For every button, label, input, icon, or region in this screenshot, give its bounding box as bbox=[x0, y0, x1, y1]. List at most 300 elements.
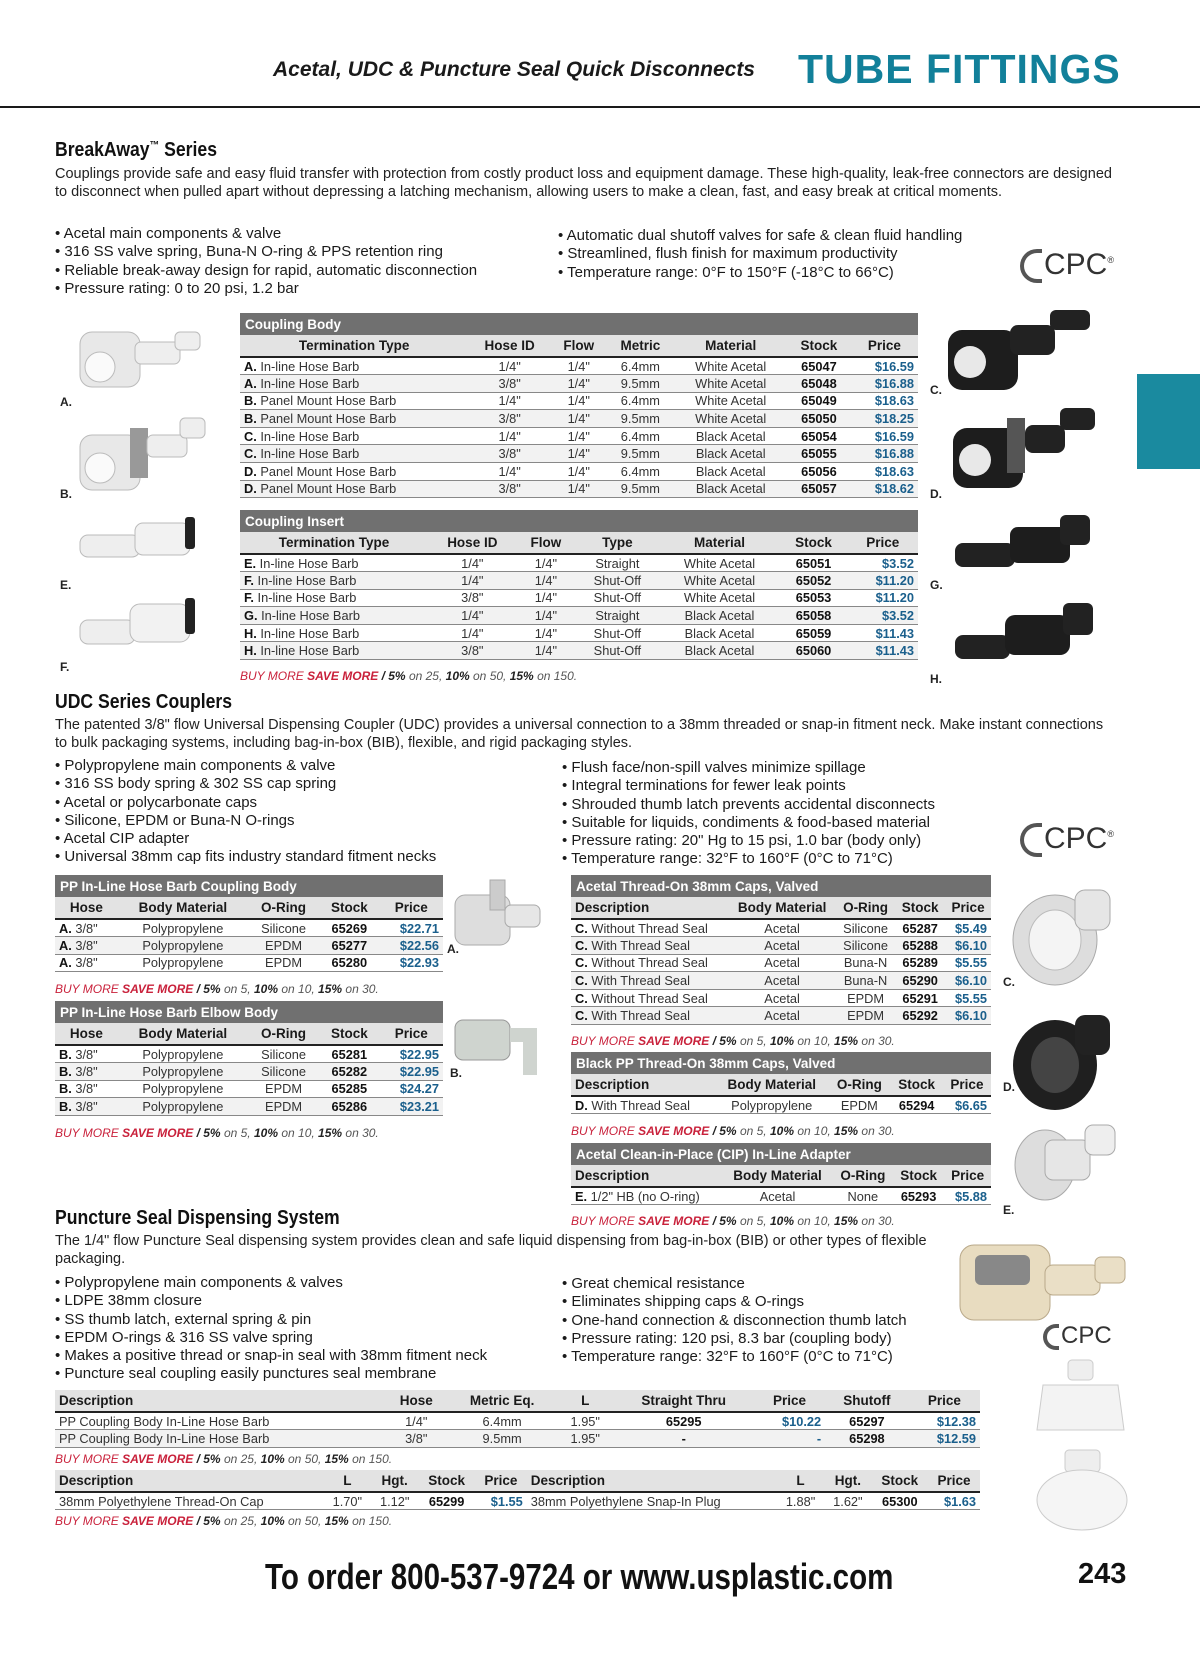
discount-2: 10% bbox=[445, 669, 470, 683]
discount-1: / 5% bbox=[196, 1514, 221, 1528]
bullet-item: • Streamlined, flush finish for maximum productivity bbox=[558, 245, 962, 263]
row-letter: H. bbox=[244, 625, 261, 641]
cip-adapter-table bbox=[571, 1143, 991, 1205]
row-letter: E. bbox=[244, 555, 260, 571]
table-cell: 65286 bbox=[319, 1098, 379, 1116]
table-cell: White Acetal bbox=[659, 572, 779, 590]
table-cell: $16.88 bbox=[851, 445, 918, 463]
discount-2-qty: on 10, bbox=[794, 1034, 835, 1048]
row-label bbox=[240, 642, 428, 660]
table-cell: 1/4" bbox=[551, 392, 606, 410]
bullet-item: • Universal 38mm cap fits industry standard fitment necks bbox=[55, 848, 436, 866]
bullet-item: • Polypropylene main components & valves bbox=[55, 1274, 487, 1292]
table-cell: 1/4" bbox=[551, 357, 606, 375]
table-cell: 1/4" bbox=[517, 572, 576, 590]
table-cell: $10.22 bbox=[754, 1412, 825, 1430]
table-caption: PP In-Line Hose Barb Coupling Body bbox=[55, 875, 443, 897]
table-cell: 3/8" bbox=[428, 642, 516, 660]
table-cell: 1/4" bbox=[468, 463, 551, 481]
row-label bbox=[571, 1007, 728, 1025]
table-cell: $5.55 bbox=[945, 989, 991, 1007]
buy-more-puncture-cap bbox=[55, 1514, 392, 1528]
column-header: Description bbox=[571, 1074, 715, 1096]
table-row bbox=[240, 463, 918, 481]
buy-more-breakaway bbox=[240, 669, 577, 683]
table-cell: 3/8" bbox=[428, 589, 516, 607]
table-cell: 65292 bbox=[895, 1007, 945, 1025]
column-header: Hose ID bbox=[468, 335, 551, 357]
table-row bbox=[55, 937, 443, 955]
bullet-item: • Polypropylene main components & valve bbox=[55, 757, 436, 775]
discount-2: 10% bbox=[260, 1452, 285, 1466]
table-cell: 1/4" bbox=[551, 427, 606, 445]
table-cell: Acetal bbox=[728, 972, 836, 990]
table-cell: 1/4" bbox=[517, 554, 576, 572]
table-row bbox=[240, 607, 918, 625]
discount-2: 10% bbox=[253, 982, 278, 996]
discount-2: 10% bbox=[260, 1514, 285, 1528]
table-cell: 65285 bbox=[319, 1080, 379, 1098]
table-cell: 3/8" bbox=[385, 1430, 447, 1448]
label-e: E. bbox=[60, 578, 72, 592]
table-cell: 65298 bbox=[825, 1430, 909, 1448]
table-cell: 1/4" bbox=[551, 375, 606, 393]
row-letter: C. bbox=[244, 428, 261, 444]
bullet-item: • Automatic dual shutoff valves for safe & clean fluid handling bbox=[558, 227, 962, 245]
bullet-item: • Flush face/non-spill valves minimize spillage bbox=[562, 759, 935, 777]
column-header: Termination Type bbox=[240, 335, 468, 357]
pp-elbow-body-table bbox=[55, 1001, 443, 1116]
table-cell: 65047 bbox=[787, 357, 851, 375]
table-cell: Shut-Off bbox=[575, 642, 659, 660]
table-cell: 65277 bbox=[319, 937, 379, 955]
column-header: Stock bbox=[895, 897, 945, 919]
table-cell: $22.71 bbox=[379, 919, 443, 937]
table-cell: Silicone bbox=[248, 1063, 319, 1081]
product-image-h bbox=[945, 595, 1105, 675]
bullet-item: • EPDM O-rings & 316 SS valve spring bbox=[55, 1329, 487, 1347]
discount-1-qty: on 25, bbox=[405, 669, 446, 683]
udc-description: The patented 3/8" flow Universal Dispensing Coupler (UDC) provides a universal connection to a 38mm threaded or snap-in fitment neck. Make instant connections to bulk packaging systems, including bag-in-box (BIB), flexible, and rigid packaging styles. bbox=[55, 717, 1104, 751]
pp-inline-coupling-table bbox=[55, 875, 443, 972]
breakaway-title: BreakAway™ Series bbox=[55, 139, 218, 161]
save-more-text: SAVE MORE bbox=[638, 1034, 713, 1048]
table-cell: 65287 bbox=[895, 919, 945, 937]
row-letter: G. bbox=[244, 608, 262, 624]
discount-1: / 5% bbox=[196, 1126, 221, 1140]
product-image-b bbox=[75, 410, 215, 500]
table-row bbox=[571, 1007, 991, 1025]
row-label bbox=[55, 1045, 118, 1063]
discount-3-qty: on 30. bbox=[342, 1126, 379, 1140]
product-image-puncture-coupling bbox=[955, 1235, 1155, 1335]
table-cell: Silicone bbox=[248, 1045, 319, 1063]
table-cell: White Acetal bbox=[674, 375, 787, 393]
table-cell: 3/8" bbox=[468, 410, 551, 428]
column-header: Flow bbox=[517, 532, 576, 554]
table-cell: 65295 bbox=[614, 1412, 754, 1430]
row-letter: D. bbox=[575, 1097, 592, 1113]
column-header: Flow bbox=[551, 335, 606, 357]
row-desc: Panel Mount Hose Barb bbox=[260, 481, 397, 497]
header-title: TUBE FITTINGS bbox=[798, 46, 1121, 92]
row-letter: A. bbox=[59, 955, 76, 971]
table-cell: 38mm Polyethylene Snap-In Plug bbox=[527, 1492, 777, 1510]
cpc-logo: CPC bbox=[1043, 1322, 1112, 1350]
bullet-item: • SS thumb latch, external spring & pin bbox=[55, 1311, 487, 1329]
table-cell: 65056 bbox=[787, 463, 851, 481]
header-rule bbox=[0, 106, 1200, 108]
column-header: Price bbox=[379, 1023, 443, 1045]
row-letter: F. bbox=[244, 590, 258, 606]
table-cell: $22.95 bbox=[379, 1045, 443, 1063]
buy-more-text: BUY MORE bbox=[55, 1514, 123, 1528]
column-header: Hose bbox=[55, 1023, 118, 1045]
column-header: Hgt. bbox=[371, 1470, 418, 1492]
column-header: Stock bbox=[780, 532, 848, 554]
table-cell: EPDM bbox=[836, 989, 895, 1007]
row-label bbox=[240, 445, 468, 463]
row-letter: C. bbox=[575, 955, 592, 971]
column-header: Stock bbox=[787, 335, 851, 357]
table-cell: 65300 bbox=[872, 1492, 929, 1510]
table-cell: $22.95 bbox=[379, 1063, 443, 1081]
table-cell: Buna-N bbox=[836, 972, 895, 990]
table-cell: EPDM bbox=[828, 1096, 890, 1114]
row-letter: C. bbox=[575, 1008, 592, 1024]
table-cell: 9.5mm bbox=[606, 375, 674, 393]
column-header: Type bbox=[575, 532, 659, 554]
table-cell: Black Acetal bbox=[674, 463, 787, 481]
cpc-logo: CPC® bbox=[1020, 822, 1114, 857]
table-cell: Polypropylene bbox=[118, 954, 248, 972]
row-desc: Without Thread Seal bbox=[591, 990, 708, 1006]
row-label bbox=[240, 480, 468, 498]
buy-more-acetal-caps bbox=[571, 1034, 895, 1048]
row-label bbox=[240, 624, 428, 642]
table-cell: 3/8" bbox=[468, 445, 551, 463]
column-header: Body Material bbox=[118, 897, 248, 919]
table-cell: 65282 bbox=[319, 1063, 379, 1081]
bullet-item: • Great chemical resistance bbox=[562, 1275, 907, 1293]
table-row bbox=[571, 954, 991, 972]
row-desc: In-line Hose Barb bbox=[261, 608, 360, 624]
table-row bbox=[571, 1096, 991, 1114]
table-row bbox=[55, 954, 443, 972]
discount-2: 10% bbox=[769, 1214, 794, 1228]
row-letter: D. bbox=[244, 481, 261, 497]
discount-2-qty: on 10, bbox=[794, 1214, 835, 1228]
table-cell: $12.38 bbox=[909, 1412, 980, 1430]
table-row bbox=[571, 919, 991, 937]
table-cell: PP Coupling Body In-Line Hose Barb bbox=[55, 1412, 385, 1430]
row-letter: B. bbox=[244, 393, 261, 409]
column-header: Price bbox=[754, 1390, 825, 1412]
column-header: Price bbox=[475, 1470, 527, 1492]
breakaway-features-left bbox=[55, 225, 477, 298]
column-header: Shutoff bbox=[825, 1390, 909, 1412]
table-caption: PP In-Line Hose Barb Elbow Body bbox=[55, 1001, 443, 1023]
table-cell: Acetal bbox=[722, 1187, 832, 1205]
table-cell: 9.5mm bbox=[447, 1430, 557, 1448]
table-cell: 1.88" bbox=[777, 1492, 824, 1510]
page-number: 243 bbox=[1078, 1558, 1127, 1590]
buy-more-udc-inline bbox=[55, 982, 379, 996]
table-row bbox=[240, 554, 918, 572]
table-cell: $1.63 bbox=[928, 1492, 980, 1510]
table-cell: $1.55 bbox=[475, 1492, 527, 1510]
bullet-item: • Shrouded thumb latch prevents accidental disconnects bbox=[562, 796, 935, 814]
row-letter: E. bbox=[575, 1188, 591, 1204]
table-cell: White Acetal bbox=[659, 554, 779, 572]
save-more-text: SAVE MORE bbox=[122, 982, 197, 996]
row-letter: C. bbox=[575, 973, 592, 989]
table-cell: Shut-Off bbox=[575, 572, 659, 590]
row-letter: B. bbox=[59, 1081, 76, 1097]
column-header: L bbox=[777, 1470, 824, 1492]
udc-features-right bbox=[562, 759, 935, 869]
row-letter: C. bbox=[575, 920, 592, 936]
discount-3-qty: on 150. bbox=[348, 1452, 393, 1466]
row-desc: In-line Hose Barb bbox=[260, 428, 360, 444]
column-header: Price bbox=[943, 1074, 991, 1096]
discount-3-qty: on 30. bbox=[858, 1034, 895, 1048]
bullet-item: • LDPE 38mm closure bbox=[55, 1292, 487, 1310]
table-cell: 9.5mm bbox=[606, 480, 674, 498]
table-cell: 65291 bbox=[895, 989, 945, 1007]
table-cell: 1/4" bbox=[517, 589, 576, 607]
table-cell: Black Acetal bbox=[674, 427, 787, 445]
row-label bbox=[571, 919, 728, 937]
row-letter: A. bbox=[59, 937, 76, 953]
column-header: Description bbox=[527, 1470, 777, 1492]
bullet-item: • Suitable for liquids, condiments & food-based material bbox=[562, 814, 935, 832]
table-caption: Coupling Body bbox=[240, 313, 918, 335]
row-desc: In-line Hose Barb bbox=[257, 590, 357, 606]
table-caption: Acetal Clean-in-Place (CIP) In-Line Adapter bbox=[571, 1143, 991, 1165]
table-cell: White Acetal bbox=[674, 410, 787, 428]
row-label bbox=[240, 375, 468, 393]
table-cell: Black Acetal bbox=[659, 607, 779, 625]
column-header: Description bbox=[571, 1165, 722, 1187]
table-cell: Buna-N bbox=[836, 954, 895, 972]
row-desc: 3/8" bbox=[75, 920, 98, 936]
table-cell: Black Acetal bbox=[674, 480, 787, 498]
table-cell: 6.4mm bbox=[606, 427, 674, 445]
table-row bbox=[55, 919, 443, 937]
row-desc: With Thread Seal bbox=[591, 937, 690, 953]
table-cell: EPDM bbox=[836, 1007, 895, 1025]
table-cell: 3/8" bbox=[468, 480, 551, 498]
buy-more-text: BUY MORE bbox=[240, 669, 308, 683]
bullet-item: • One-hand connection & disconnection thumb latch bbox=[562, 1312, 907, 1330]
table-row bbox=[55, 1098, 443, 1116]
row-label bbox=[571, 954, 728, 972]
row-label bbox=[240, 589, 428, 607]
table-cell: EPDM bbox=[248, 1080, 319, 1098]
table-row bbox=[55, 1080, 443, 1098]
row-desc: In-line Hose Barb bbox=[260, 358, 360, 374]
row-desc: 3/8" bbox=[75, 937, 98, 953]
puncture-features-left bbox=[55, 1274, 487, 1384]
table-row bbox=[571, 989, 991, 1007]
table-cell: $3.52 bbox=[847, 607, 918, 625]
table-cell: 9.5mm bbox=[606, 410, 674, 428]
save-more-text: SAVE MORE bbox=[638, 1214, 713, 1228]
table-row bbox=[240, 589, 918, 607]
table-cell: $22.56 bbox=[379, 937, 443, 955]
table-cell: $18.63 bbox=[851, 392, 918, 410]
table-caption: Acetal Thread-On 38mm Caps, Valved bbox=[571, 875, 991, 897]
table-cell: Polypropylene bbox=[118, 937, 248, 955]
table-cell: 65051 bbox=[780, 554, 848, 572]
table-cell: 1/4" bbox=[385, 1412, 447, 1430]
table-cell: EPDM bbox=[248, 937, 319, 955]
discount-2: 10% bbox=[769, 1124, 794, 1138]
table-cell: Black Acetal bbox=[674, 445, 787, 463]
table-cell: 1/4" bbox=[468, 427, 551, 445]
discount-3: 15% bbox=[834, 1034, 859, 1048]
column-header: Description bbox=[571, 897, 728, 919]
table-cell: $6.10 bbox=[945, 972, 991, 990]
table-cell: $5.49 bbox=[945, 919, 991, 937]
column-header: Hgt. bbox=[824, 1470, 871, 1492]
column-header: Material bbox=[659, 532, 779, 554]
save-more-text: SAVE MORE bbox=[122, 1514, 197, 1528]
table-cell: 1/4" bbox=[428, 572, 516, 590]
column-header: Metric bbox=[606, 335, 674, 357]
product-image-udc-d bbox=[1005, 1005, 1125, 1115]
row-label bbox=[240, 392, 468, 410]
table-row bbox=[240, 427, 918, 445]
table-cell: 1/4" bbox=[551, 445, 606, 463]
column-header: Stock bbox=[319, 1023, 379, 1045]
table-cell: Black Acetal bbox=[659, 624, 779, 642]
column-header: O-Ring bbox=[836, 897, 895, 919]
product-image-a bbox=[70, 312, 210, 402]
row-desc: In-line Hose Barb bbox=[257, 572, 357, 588]
table-cell: None bbox=[833, 1187, 893, 1205]
product-image-udc-e bbox=[1005, 1110, 1125, 1205]
discount-1-qty: on 5, bbox=[736, 1124, 770, 1138]
row-letter: B. bbox=[244, 411, 261, 427]
buy-more-puncture-coupling bbox=[55, 1452, 392, 1466]
puncture-cap-table bbox=[55, 1470, 980, 1510]
table-row bbox=[240, 572, 918, 590]
row-label bbox=[55, 1063, 118, 1081]
row-desc: In-line Hose Barb bbox=[260, 625, 360, 641]
column-header: Body Material bbox=[728, 897, 836, 919]
discount-3-qty: on 150. bbox=[348, 1514, 393, 1528]
bullet-item: • Reliable break-away design for rapid, automatic disconnection bbox=[55, 262, 477, 280]
table-cell: 65049 bbox=[787, 392, 851, 410]
table-cell: $16.88 bbox=[851, 375, 918, 393]
table-cell: Shut-Off bbox=[575, 589, 659, 607]
column-header: Termination Type bbox=[240, 532, 428, 554]
table-cell: 1.62" bbox=[824, 1492, 871, 1510]
table-row bbox=[240, 642, 918, 660]
bullet-item: • Acetal or polycarbonate caps bbox=[55, 794, 436, 812]
puncture-features-right bbox=[562, 1275, 907, 1366]
bullet-item: • Integral terminations for fewer leak points bbox=[562, 777, 935, 795]
row-desc: 3/8" bbox=[75, 1046, 98, 1062]
bullet-item: • Eliminates shipping caps & O-rings bbox=[562, 1293, 907, 1311]
column-header: Body Material bbox=[118, 1023, 248, 1045]
label-b: B. bbox=[60, 487, 72, 501]
table-cell: 1/4" bbox=[428, 624, 516, 642]
header-subtitle: Acetal, UDC & Puncture Seal Quick Disconnects bbox=[273, 58, 755, 81]
table-row bbox=[240, 480, 918, 498]
table-cell: Polypropylene bbox=[118, 1045, 248, 1063]
bullet-item: • Pressure rating: 120 psi, 8.3 bar (coupling body) bbox=[562, 1330, 907, 1348]
row-label bbox=[571, 1096, 715, 1114]
column-header: Material bbox=[674, 335, 787, 357]
table-cell: $24.27 bbox=[379, 1080, 443, 1098]
bullet-item: • Temperature range: 32°F to 160°F (0°C to 71°C) bbox=[562, 1348, 907, 1366]
row-letter: H. bbox=[244, 643, 261, 659]
save-more-text: SAVE MORE bbox=[122, 1452, 197, 1466]
table-cell: 65060 bbox=[780, 642, 848, 660]
row-desc: Panel Mount Hose Barb bbox=[260, 463, 397, 479]
table-cell: 1/4" bbox=[468, 392, 551, 410]
table-row bbox=[571, 1187, 991, 1205]
table-cell: 1.70" bbox=[324, 1492, 371, 1510]
table-cell: $6.10 bbox=[945, 937, 991, 955]
table-caption: Black PP Thread-On 38mm Caps, Valved bbox=[571, 1052, 991, 1074]
row-label bbox=[55, 1080, 118, 1098]
table-cell: 3/8" bbox=[468, 375, 551, 393]
table-cell: White Acetal bbox=[674, 392, 787, 410]
row-label bbox=[240, 410, 468, 428]
table-cell: 6.4mm bbox=[606, 463, 674, 481]
discount-2-qty: on 10, bbox=[794, 1124, 835, 1138]
label-udc-a: A. bbox=[447, 942, 459, 956]
bullet-item: • Temperature range: 0°F to 150°F (-18°C to 66°C) bbox=[558, 264, 962, 282]
footer-order-info: To order 800-537-9724 or www.usplastic.com bbox=[265, 1556, 894, 1597]
table-row bbox=[240, 410, 918, 428]
table-cell: Polypropylene bbox=[118, 1080, 248, 1098]
table-cell: $11.43 bbox=[847, 642, 918, 660]
discount-3-qty: on 30. bbox=[858, 1214, 895, 1228]
table-cell: $11.43 bbox=[847, 624, 918, 642]
row-label bbox=[55, 1098, 118, 1116]
row-label bbox=[240, 357, 468, 375]
row-letter: A. bbox=[59, 920, 76, 936]
table-cell: 1/4" bbox=[551, 480, 606, 498]
table-cell: 65288 bbox=[895, 937, 945, 955]
table-cell: 1.95" bbox=[557, 1430, 614, 1448]
table-cell: 65297 bbox=[825, 1412, 909, 1430]
product-image-g bbox=[945, 505, 1105, 585]
product-image-thread-on-cap bbox=[1028, 1355, 1138, 1440]
row-label bbox=[240, 607, 428, 625]
discount-1-qty: on 25, bbox=[220, 1514, 261, 1528]
table-cell: 1/4" bbox=[517, 642, 576, 660]
discount-3: 15% bbox=[509, 669, 534, 683]
discount-3: 15% bbox=[834, 1124, 859, 1138]
table-cell: 1/4" bbox=[468, 357, 551, 375]
bullet-item: • 316 SS body spring & 302 SS cap spring bbox=[55, 775, 436, 793]
row-desc: 3/8" bbox=[75, 1081, 98, 1097]
column-header: Price bbox=[944, 1165, 991, 1187]
table-cell: 65053 bbox=[780, 589, 848, 607]
buy-more-text: BUY MORE bbox=[55, 1126, 123, 1140]
row-desc: In-line Hose Barb bbox=[259, 555, 359, 571]
row-label bbox=[55, 954, 118, 972]
bullet-item: • Silicone, EPDM or Buna-N O-rings bbox=[55, 812, 436, 830]
label-h: H. bbox=[930, 672, 942, 686]
coupling-body-table bbox=[240, 313, 918, 498]
